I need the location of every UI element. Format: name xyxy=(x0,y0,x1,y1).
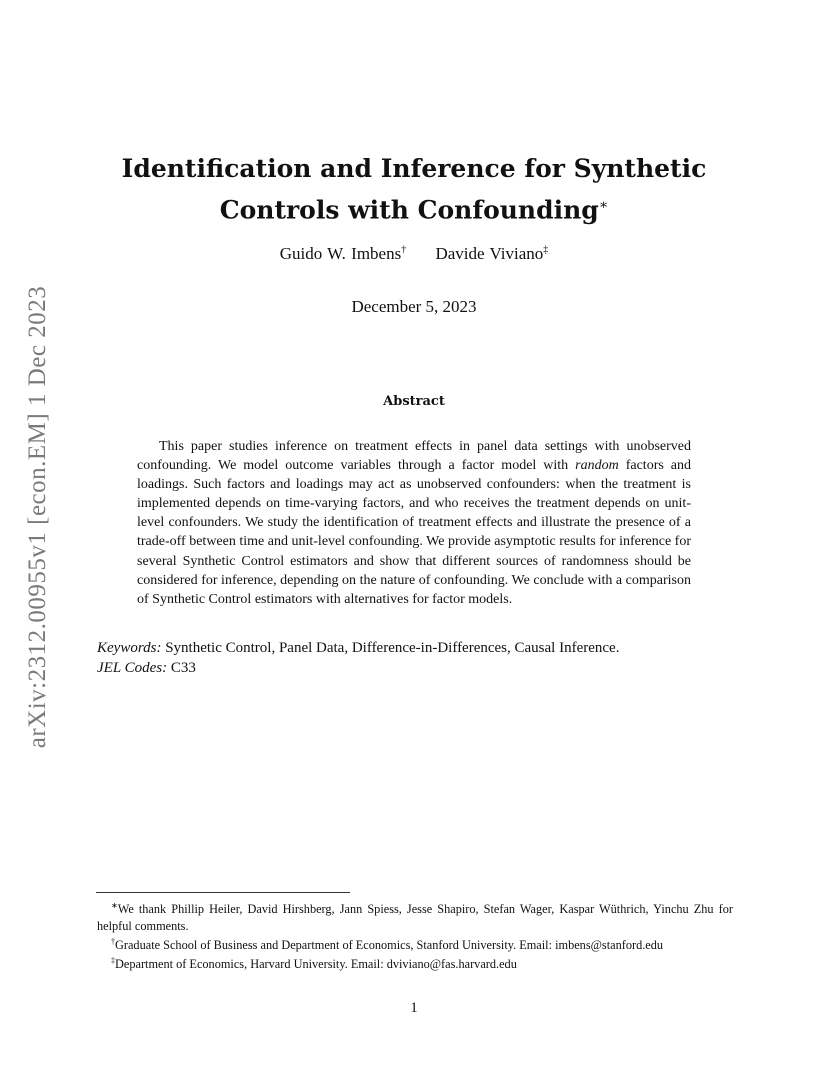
footnote-mark: ‡ xyxy=(111,956,115,966)
arxiv-identifier-stamp: arXiv:2312.00955v1 [econ.EM] 1 Dec 2023 xyxy=(24,285,51,749)
footnote-mark: ∗ xyxy=(111,901,118,910)
abstract-text-part-2: factors and loadings. Such factors and loadings may act as unobserved confounders: when the treatment is implemented depends on time-varying factors, and who receives the treatment depends on unit-level confounders. We study the identification of treatment effects and illustrate the presence of a trade-off between time and unit-level confounding. We provide asymptotic results for inference for several Synthetic Control estimators and show that different sources of randomness should be considered for inference, depending on the nature of confounding. We conclude with a comparison of Synthetic Control estimators with alternatives for factor models. xyxy=(137,458,692,607)
abstract-italic-word: random xyxy=(575,458,619,474)
author-viviano xyxy=(435,244,548,264)
keywords-value: Synthetic Control, Panel Data, Difference-in-Differences, Causal Inference. xyxy=(165,640,620,656)
keywords-label: Keywords: xyxy=(97,640,162,656)
jel-codes-line xyxy=(97,658,733,678)
footnote-text: Graduate School of Business and Department of Economics, Stanford University. Email: imbens@stanford.edu xyxy=(115,938,664,952)
author-footnote-mark: † xyxy=(401,244,407,256)
footnote-acknowledgements xyxy=(97,898,733,934)
author-footnote-mark: ‡ xyxy=(543,244,549,256)
footnote-text: We thank Phillip Heiler, David Hirshberg, Jann Spiess, Jesse Shapiro, Stefan Wager, Kaspar Wüthrich, Yinchu Zhu for helpful comments. xyxy=(97,902,733,933)
author-list xyxy=(96,244,732,264)
paper-title xyxy=(96,151,732,228)
author-name: Guido W. Imbens xyxy=(279,244,402,263)
abstract-body xyxy=(137,437,691,609)
title-line-2: Controls with Confounding xyxy=(219,195,599,225)
page-number: 1 xyxy=(410,1000,418,1016)
abstract-heading: Abstract xyxy=(383,394,445,409)
paper-date: December 5, 2023 xyxy=(351,297,477,316)
footnote-divider xyxy=(96,892,350,893)
title-line-1: Identification and Inference for Synthetic xyxy=(121,154,707,183)
footnote-text: Department of Economics, Harvard University. Email: dviviano@fas.harvard.edu xyxy=(115,957,517,972)
jel-codes-value: C33 xyxy=(170,660,196,676)
footnote-mark: † xyxy=(111,936,115,946)
footnotes xyxy=(97,898,733,973)
keywords-line xyxy=(97,638,733,658)
jel-codes-label: JEL Codes: xyxy=(97,660,168,676)
abstract-text-part-1: This paper studies inference on treatment effects in panel data settings with unobserved confounding. We model outcome variables through a factor model with xyxy=(137,439,691,474)
footnote-affiliation-imbens xyxy=(97,934,733,954)
author-imbens xyxy=(280,244,406,264)
author-name: Davide Viviano xyxy=(435,244,544,263)
footnote-affiliation-viviano xyxy=(97,953,733,973)
title-footnote-mark: ∗ xyxy=(598,197,609,213)
keywords-block xyxy=(97,638,733,678)
